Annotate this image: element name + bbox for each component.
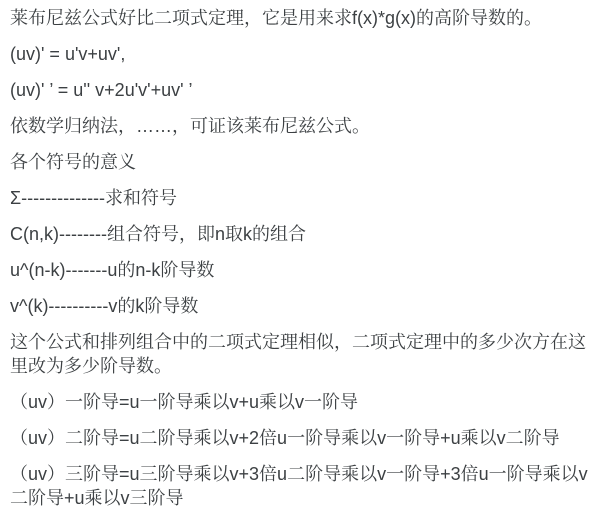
example-second-derivative: （uv）二阶导=u二阶导乘以v+2倍u一阶导乘以v一阶导+u乘以v二阶导 [10,428,560,448]
example-third-derivative: （uv）三阶导=u三阶导乘以v+3倍u二阶导乘以v一阶导+3倍u一阶导乘以v二阶导+u乘以v三阶导 [10,464,588,508]
example-first-derivative: （uv）一阶导=u一阶导乘以v+u乘以v一阶导 [10,392,359,412]
formula-first-derivative: (uv)' = u'v+uv', [10,44,126,64]
symbol-sigma-definition: Σ--------------求和符号 [10,188,178,208]
paragraph-intro: 莱布尼兹公式好比二项式定理，它是用来求f(x)*g(x)的高阶导数的。 [10,8,542,28]
paragraph-binomial-comparison: 这个公式和排列组合中的二项式定理相似，二项式定理中的多少次方在这里改为多少阶导数。 [10,332,586,376]
symbol-v-derivative-definition: v^(k)----------v的k阶导数 [10,296,199,316]
formula-second-derivative: (uv)' ’ = u'' v+2u'v'+uv' ’ [10,80,193,100]
symbol-combination-definition: C(n,k)--------组合符号，即n取k的组合 [10,224,306,244]
symbol-u-derivative-definition: u^(n-k)-------u的n-k阶导数 [10,260,215,280]
paragraph-induction-note: 依数学归纳法，……，可证该莱布尼兹公式。 [10,116,370,136]
symbols-section-heading: 各个符号的意义 [10,152,136,172]
